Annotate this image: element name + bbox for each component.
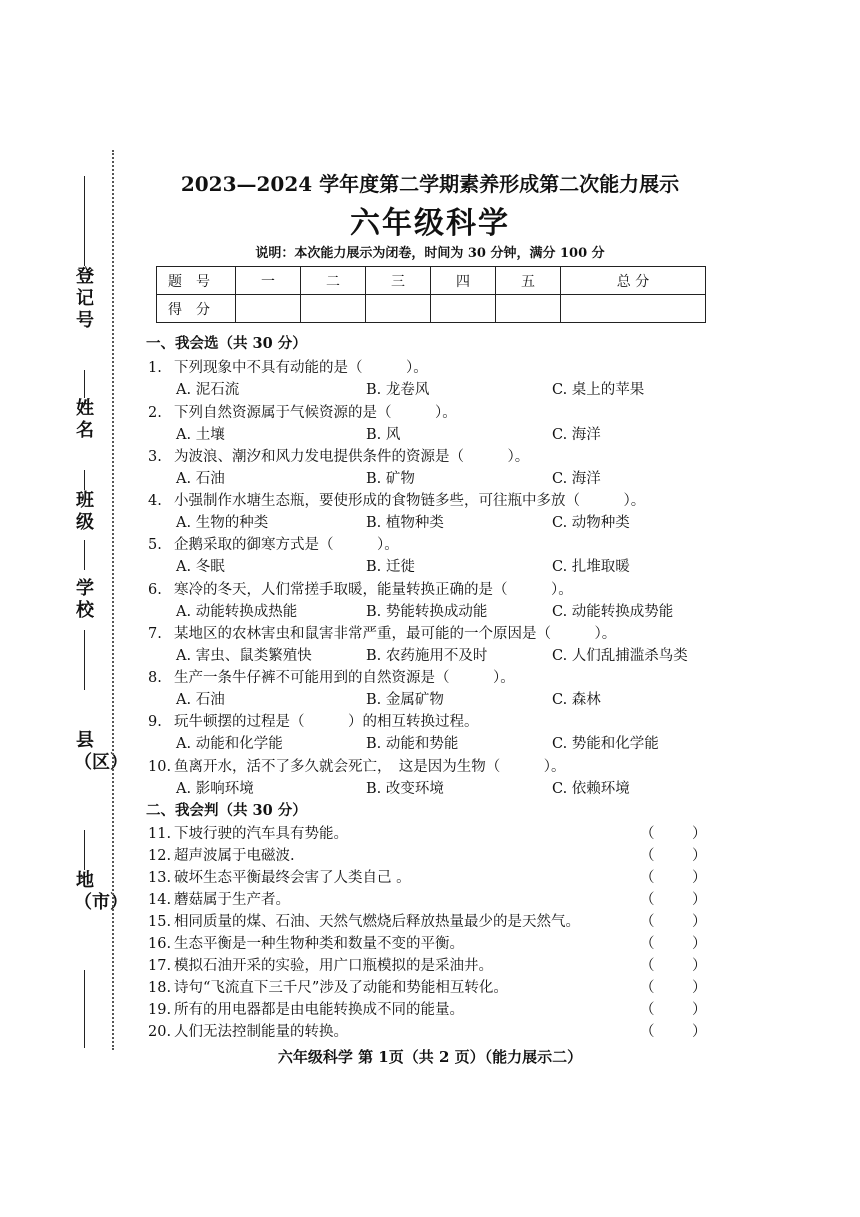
question-number: 18.	[148, 980, 172, 996]
option-a: A. 石油	[176, 692, 225, 708]
option-c: C. 海洋	[552, 471, 601, 487]
score-col-total: 总 分	[561, 267, 706, 295]
score-table-header-row	[157, 267, 706, 295]
judge-item	[148, 954, 493, 975]
question-text: 诗句“飞流直下三千尺”涉及了动能和势能相互转化。	[174, 980, 508, 996]
page-footer: 六年级科学 第 1页（共 2 页）（能力展示二）	[277, 1048, 583, 1066]
county-label: 县（区）	[74, 730, 128, 773]
judge-item	[148, 976, 508, 997]
score-cell	[496, 295, 561, 323]
answer-paren: （ ）	[640, 1002, 707, 1018]
option-c: C. 海洋	[552, 427, 601, 443]
score-row-label: 题号	[157, 267, 236, 295]
question-number: 12.	[148, 848, 172, 864]
question-text: 寒冷的冬天，人们常搓手取暖，能量转换正确的是（ ）。	[174, 582, 573, 598]
answer-paren: （ ）	[640, 826, 707, 842]
score-col-2: 二	[301, 267, 366, 295]
score-row-label-score: 得分	[157, 295, 236, 323]
score-cell	[366, 295, 431, 323]
score-cell	[236, 295, 301, 323]
question-item	[148, 356, 428, 377]
score-col-4: 四	[431, 267, 496, 295]
option-c: C. 动能转换成势能	[552, 604, 674, 620]
option-a: A. 影响环境	[176, 781, 254, 797]
question-number: 10.	[148, 759, 172, 775]
question-text: 下列自然资源属于气候资源的是（ ）。	[174, 405, 457, 421]
option-b: B. 改变环境	[366, 781, 444, 797]
option-a: A. 石油	[176, 471, 225, 487]
question-text: 所有的用电器都是由电能转换成不同的能量。	[174, 1002, 464, 1018]
question-item	[148, 710, 479, 731]
option-c: C. 势能和化学能	[552, 736, 659, 752]
question-text: 下列现象中不具有动能的是（ ）。	[174, 360, 428, 376]
option-a: A. 生物的种类	[176, 515, 269, 531]
question-text: 小强制作水塘生态瓶，要使形成的食物链多些，可往瓶中多放（ ）。	[174, 493, 646, 509]
question-number: 5.	[148, 537, 162, 553]
question-number: 15.	[148, 914, 172, 930]
judge-item	[148, 910, 580, 931]
answer-paren: （ ）	[640, 848, 707, 864]
option-a: A. 泥石流	[176, 382, 240, 398]
answer-paren: （ ）	[640, 914, 707, 930]
question-item	[148, 533, 399, 554]
option-a: A. 动能和化学能	[176, 736, 283, 752]
option-a: A. 害虫、鼠类繁殖快	[176, 648, 312, 664]
question-text: 下坡行驶的汽车具有势能。	[174, 826, 348, 842]
question-number: 19.	[148, 1002, 172, 1018]
question-text: 鱼离开水，活不了多久就会死亡， 这是因为生物（ ）。	[174, 759, 566, 775]
option-c: C. 桌上的苹果	[552, 382, 645, 398]
question-text: 蘑菇属于生产者。	[174, 892, 290, 908]
score-table	[156, 266, 706, 323]
judge-item	[148, 844, 295, 865]
city-label: 地（市）	[74, 870, 128, 913]
question-text: 模拟石油开采的实验，用广口瓶模拟的是采油井。	[174, 958, 493, 974]
question-number: 16.	[148, 936, 172, 952]
judge-item	[148, 932, 464, 953]
class-label: 班级	[76, 490, 94, 533]
question-number: 6.	[148, 582, 162, 598]
answer-paren: （ ）	[640, 870, 707, 886]
option-b: B. 龙卷风	[366, 382, 430, 398]
question-number: 14.	[148, 892, 172, 908]
exam-title: 2023—2024 学年度第二学期素养形成第二次能力展示	[180, 172, 680, 196]
question-text: 为波浪、潮汐和风力发电提供条件的资源是（ ）。	[174, 449, 530, 465]
question-item	[148, 755, 566, 776]
score-col-3: 三	[366, 267, 431, 295]
question-number: 8.	[148, 670, 162, 686]
section2-heading: 二、我会判（共 30 分）	[146, 802, 307, 819]
judge-item	[148, 1020, 348, 1041]
option-c: C. 动物种类	[552, 515, 630, 531]
school-label: 学校	[76, 578, 94, 621]
question-item	[148, 445, 529, 466]
binding-margin	[60, 170, 128, 1050]
option-b: B. 迁徙	[366, 559, 415, 575]
score-cell	[561, 295, 706, 323]
option-c: C. 森林	[552, 692, 601, 708]
binding-dotted-line	[112, 150, 114, 1050]
name-label: 姓名	[76, 398, 94, 441]
question-text: 破坏生态平衡最终会害了人类自己 。	[174, 870, 411, 886]
option-b: B. 金属矿物	[366, 692, 444, 708]
judge-item	[148, 822, 348, 843]
answer-paren: （ ）	[640, 1024, 707, 1040]
option-b: B. 动能和势能	[366, 736, 459, 752]
answer-paren: （ ）	[640, 936, 707, 952]
question-text: 人们无法控制能量的转换。	[174, 1024, 348, 1040]
answer-paren: （ ）	[640, 980, 707, 996]
option-b: B. 农药施用不及时	[366, 648, 488, 664]
question-text: 玩牛顿摆的过程是（ ）的相互转换过程。	[174, 714, 479, 730]
option-b: B. 势能转换成动能	[366, 604, 488, 620]
question-text: 某地区的农林害虫和鼠害非常严重，最可能的一个原因是（ ）。	[174, 626, 617, 642]
option-c: C. 依赖环境	[552, 781, 630, 797]
answer-paren: （ ）	[640, 892, 707, 908]
option-a: A. 冬眠	[176, 559, 225, 575]
option-b: B. 植物种类	[366, 515, 444, 531]
question-text: 超声波属于电磁波.	[174, 848, 295, 864]
question-item	[148, 401, 457, 422]
question-number: 9.	[148, 714, 162, 730]
answer-paren: （ ）	[640, 958, 707, 974]
judge-item	[148, 866, 411, 887]
question-number: 13.	[148, 870, 172, 886]
question-number: 17.	[148, 958, 172, 974]
option-a: A. 动能转换成热能	[176, 604, 298, 620]
question-number: 11.	[148, 826, 172, 842]
question-text: 企鹅采取的御寒方式是（ ）。	[174, 537, 399, 553]
question-text: 生态平衡是一种生物种类和数量不变的平衡。	[174, 936, 464, 952]
question-item	[148, 489, 645, 510]
question-number: 2.	[148, 405, 162, 421]
score-table-score-row	[157, 295, 706, 323]
exam-note: 说明：本次能力展示为闭卷，时间为 30 分钟，满分 100 分	[255, 246, 605, 261]
section1-heading: 一、我会选（共 30 分）	[146, 335, 307, 352]
exam-subject: 六年级科学	[350, 206, 510, 241]
score-col-1: 一	[236, 267, 301, 295]
judge-item	[148, 888, 290, 909]
question-number: 3.	[148, 449, 162, 465]
option-b: B. 矿物	[366, 471, 415, 487]
question-text: 相同质量的煤、石油、天然气燃烧后释放热量最少的是天然气。	[174, 914, 580, 930]
question-item	[148, 578, 573, 599]
score-cell	[431, 295, 496, 323]
question-number: 20.	[148, 1024, 172, 1040]
option-b: B. 风	[366, 427, 401, 443]
option-c: C. 人们乱捕滥杀鸟类	[552, 648, 688, 664]
register-label: 登记号	[76, 266, 94, 331]
question-item	[148, 622, 616, 643]
option-a: A. 土壤	[176, 427, 225, 443]
judge-item	[148, 998, 464, 1019]
question-text: 生产一条牛仔裤不可能用到的自然资源是（ ）。	[174, 670, 515, 686]
option-c: C. 扎堆取暖	[552, 559, 630, 575]
question-number: 1.	[148, 360, 162, 376]
question-number: 7.	[148, 626, 162, 642]
question-number: 4.	[148, 493, 162, 509]
question-item	[148, 666, 515, 687]
score-col-5: 五	[496, 267, 561, 295]
score-cell	[301, 295, 366, 323]
